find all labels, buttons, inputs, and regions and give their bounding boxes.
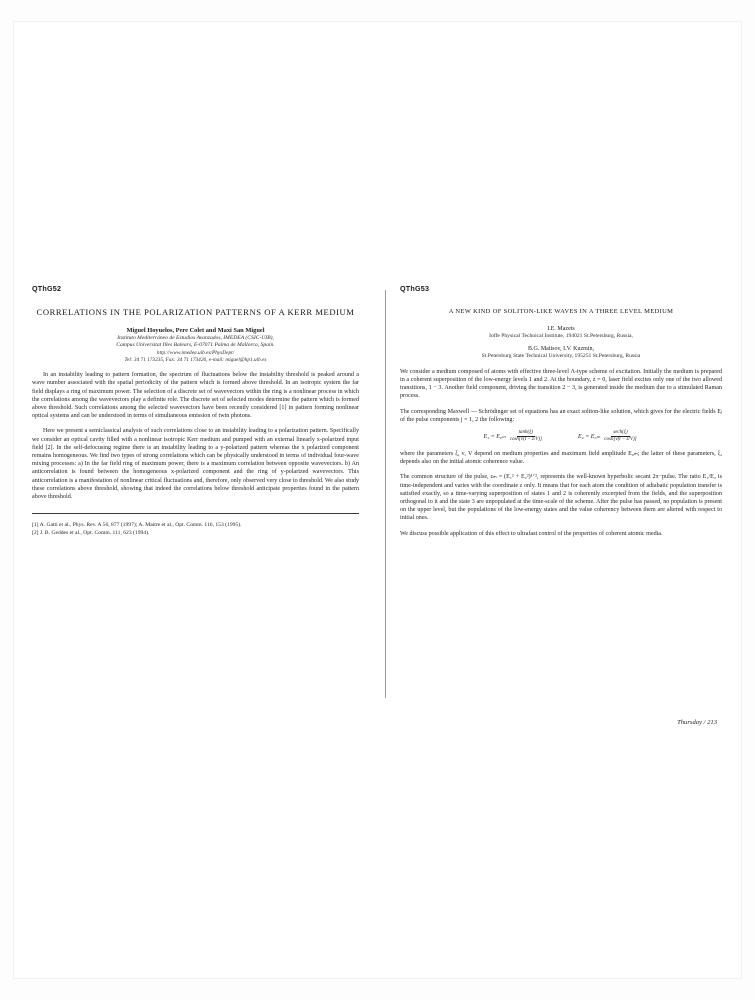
reference-item: [1] A. Gatti et al., Phys. Rev. A 56, 877 (1997); A. Maitre et al., Opt. Comm. 116, 153 (1995). [32, 522, 242, 529]
equation-2-denominator: cosh[ν(t − z/V)] [604, 437, 637, 443]
equation-2 [578, 430, 639, 443]
equation-1-lhs: E₁ = E₀ₘ [483, 434, 506, 441]
left-url: http://www.imedea.uib.es/PhysDept/ [156, 349, 235, 356]
equation-1-numerator: tanh(ξ) [518, 430, 534, 436]
right-paper-title: A NEW KIND OF SOLITON-LIKE WAVES IN A THREE LEVEL MEDIUM [448, 308, 674, 315]
equation-1-denominator: cosh[ν(t − z/V)] [509, 437, 542, 443]
left-affiliation-line-2: Campus Universitat Illes Balears, E-07071 Palma de Mallorca, Spain. [116, 342, 275, 349]
left-paragraph-1: In an instability leading to pattern formation, the spectrum of fluctuations below the instability threshold is peaked around a wave number associated with the spatial periodicity of the pattern which is formed above threshold. In an isotropic system the far field displays a ring of maximum power. The selection of a discrete set of wavevectors within the ring is a nonlinear process in which the correlations among the wavevectors play a definite role. The discrete set of selected modes determine the pattern which is formed above threshold. Such correlations among the selected wavevectors have been recently considered [1] in pattern forming nonlinear optical systems and can be understood in terms of simultaneous emission of twin photons. [32, 372, 359, 420]
right-author-2: B.G. Matisov, I.V. Kuzmin, [528, 346, 594, 353]
right-column [377, 284, 722, 538]
equation-1-fraction [508, 430, 544, 443]
right-author-1: I.E. Mazets [547, 326, 575, 332]
left-affiliation-line-1: Instituto Mediterráneo de Estudios Avanzados, IMEDEA (CSIC-UIB), [117, 335, 274, 341]
left-paper-title: CORRELATIONS IN THE POLARIZATION PATTERNS OF A KERR MEDIUM [36, 307, 355, 317]
two-column-layout [32, 284, 723, 538]
right-paragraph-2: The corresponding Maxwell — Schrödinger set of equations has an exact soliton-like solution, which gives for the electric fields Eⱼ of the pulse components j = 1, 2 the following: [400, 408, 722, 423]
left-column [32, 284, 377, 538]
equation-row [400, 430, 722, 443]
equation-2-numerator: sech(ξ) [613, 430, 628, 436]
right-paragraph-3: where the parameters ξ, ν, V depend on medium properties and maximum field amplitude E₀ₘ; the latter of these parameters, ξ, depends also on the initial atomic coherence value. [400, 451, 722, 466]
right-session-code: QThG53 [400, 284, 430, 293]
left-paragraph-2: Here we present a semiclassical analysis of such correlations close to an instability leading to a polarization pattern. Specifically we consider an optical cavity filled with a nonlinear isotropic Kerr medium and pumped with an external linearly x-polarized input field [2]. In the self-defocusing regime there is an instability leading to a y-polarized pattern whereas the x polarized component remains homogeneous. We find two types of strong correlations which can be physically understood in terms of individual four-wave mixing processes: a) In the far field ring of maximum power, there is a maximum correlation between opposite wavevectors. b) An anticorrelation is found between the homogeneous x-polarized component and the ring of y-polarized wavevectors. This anticorrelation is a manifestation of nonlinear critical fluctuations and, therefore, only observed very close to threshold. We also study these correlations above threshold, showing that indeed the correlations below threshold anticipate properties found in the pattern above threshold. [32, 428, 359, 501]
references-rule [32, 513, 359, 514]
right-paragraph-1: We consider a medium composed of atoms with effective three-level Λ-type scheme of excitation. Initially the medium is prepared in a coherent superposition of the low-energy levels 1 and 2. At the boundary, z = 0, laser field excites only one of the two allowed transitions, 1 − 3. Another field component, driving the transition 2 − 3, is generated inside the medium due to a stimulated Raman process. [400, 368, 722, 400]
reference-item: [2] J. B. Geddes et al., Opt. Comm. 111, 623 (1994). [32, 530, 150, 537]
equation-1 [483, 430, 544, 443]
right-paragraph-4: The common structure of the pulse, εₘ = (E₁² + E₂²)¹ᐟ², represents the well-known hyperbolic secant 2π−pulse. The ratio E₁/E₂ is time-independent and varies with the coordinate z only. It means that for each atom the condition of adiabatic population transfer is satisfied exactly, so a time-varying superposition of states 1 and 2 is coherently excerpted from the fields, and the superposition orthogonal to it and the state 3 are unpopulated at the time-scale of the scheme. After the pulse has passed, no population is present on the upper level, but the populations of the low-energy states and the value coherency between them are altered with respect to initial ones. [400, 474, 722, 522]
right-affiliation-1: Ioffe Physical Technical Institute, 194021 St.Petersburg, Russia, [489, 333, 633, 339]
document-page [14, 22, 741, 978]
page-footer: Thursday / 213 [677, 719, 717, 726]
left-contact: Tel: 34 71 173235, Fax: 34 71 173426, e-mail: miguel@hp1.uib.es [124, 357, 267, 364]
right-paragraph-5: We discuss possible application of this effect to ultrafast control of the properties of coherent atomic media. [400, 530, 663, 537]
equation-2-lhs: E₂ = E₀ₘ [578, 434, 601, 441]
right-affiliation-2: St.Petersburg State Technical University, 195251 St.Petersburg, Russia [481, 353, 641, 360]
left-authors: Miguel Hoyuelos, Pere Colet and Maxi San Miguel [126, 327, 265, 334]
equation-2-fraction [602, 430, 638, 443]
left-session-code: QThG52 [32, 284, 62, 293]
